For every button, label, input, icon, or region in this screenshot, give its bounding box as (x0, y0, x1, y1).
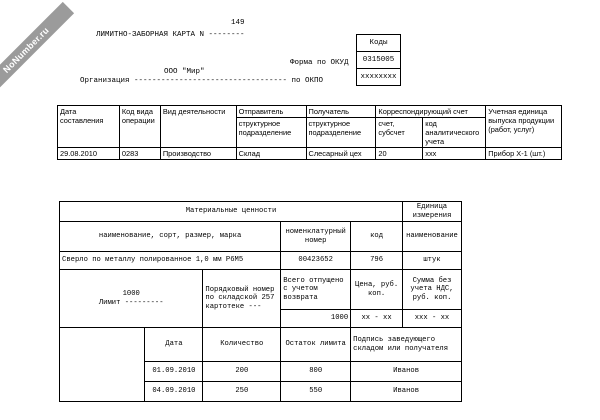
col-op-code-header: Код вида операции (119, 106, 160, 148)
cell-receiver: Слесарный цех (306, 148, 376, 160)
mat-values-header: Материальные ценности (60, 202, 403, 222)
col-date-header: Дата составления (58, 106, 120, 148)
limit-cell (60, 270, 203, 328)
row-sign: Иванов (351, 362, 462, 382)
col-activity-header: Вид деятельности (160, 106, 236, 148)
limit-label: Лимит --------- (98, 298, 164, 307)
col-signature-header: Подпись заведующего складом или получателя (351, 328, 462, 362)
form-okud-label: Форма по ОКУД (290, 59, 349, 67)
cell-account: 20 (376, 148, 423, 160)
col-sender-header: Отправитель (236, 106, 306, 118)
watermark-badge: NoNumber.ru (0, 2, 74, 98)
col-analytic-header: код аналитического учета (423, 118, 486, 148)
col-sender-sub-header: структурное подразделение (236, 118, 306, 148)
okud-code: 0315005 (357, 52, 400, 69)
organization-name: ООО "Мир" (164, 68, 205, 76)
document-number: 149 (231, 19, 245, 27)
col-account-header: счет, субсчет (376, 118, 423, 148)
bottom-fade (0, 402, 600, 420)
sum-value: xxx - xx (402, 310, 461, 328)
item-unit: штук (402, 252, 461, 270)
okpo-code: xxxxxxxx (357, 69, 400, 86)
item-name: Сверло по металлу полированное 1,0 мм Р6М5 (60, 252, 281, 270)
unit-measure-header: Единица измерения (402, 202, 461, 222)
materials-table (59, 201, 462, 402)
col-unit-header: Учетная единица выпуска продукции (работ, услуг) (486, 106, 562, 148)
codes-heading: Коды (357, 35, 400, 52)
cell-unit: Прибор Х-1 (шт.) (486, 148, 562, 160)
col-receiver-sub-header: структурное подразделение (306, 118, 376, 148)
col-date-header-2: Дата (145, 328, 203, 362)
limit-value: 1000 (122, 290, 140, 298)
name-grade-header: наименование, сорт, размер, марка (60, 222, 281, 252)
col-receiver-header: Получатель (306, 106, 376, 118)
col-corr-account-header: Корреспондирующий счет (376, 106, 486, 118)
col-remaining-header: Остаток лимита (281, 328, 351, 362)
operation-table (57, 105, 562, 160)
sum-header: Сумма без учета НДС, руб. коп. (402, 270, 461, 310)
code-header: код (351, 222, 403, 252)
item-number: 00423652 (281, 252, 351, 270)
col-quantity-header: Количество (203, 328, 281, 362)
cell-analytic: xxx (423, 148, 486, 160)
cell-date: 29.08.2010 (58, 148, 120, 160)
row-remain: 800 (281, 362, 351, 382)
item-code: 796 (351, 252, 403, 270)
cell-sender: Склад (236, 148, 306, 160)
row-remain: 550 (281, 382, 351, 402)
row-qty: 200 (203, 362, 281, 382)
total-released-header: Всего отпущено с учетом возврата (281, 270, 351, 310)
document-title: ЛИМИТНО-ЗАБОРНАЯ КАРТА N -------- (96, 31, 245, 39)
cell-activity: Производство (160, 148, 236, 160)
nomenclature-header: номенклатурный номер (281, 222, 351, 252)
cell-op-code: 0283 (119, 148, 160, 160)
row-date: 04.09.2010 (145, 382, 203, 402)
blank-left-cell (60, 328, 145, 402)
price-value: xx - xx (351, 310, 403, 328)
row-date: 01.09.2010 (145, 362, 203, 382)
codes-box (356, 34, 401, 86)
row-sign: Иванов (351, 382, 462, 402)
name-header: наименование (402, 222, 461, 252)
row-qty: 250 (203, 382, 281, 402)
total-value: 1000 (281, 310, 351, 328)
organization-label: Организация ---------------------------------- по ОКПО (80, 77, 324, 85)
card-number-label: Порядковый номер по складской 257 картотеке --- (203, 270, 281, 328)
price-header: Цена, руб. коп. (351, 270, 403, 310)
